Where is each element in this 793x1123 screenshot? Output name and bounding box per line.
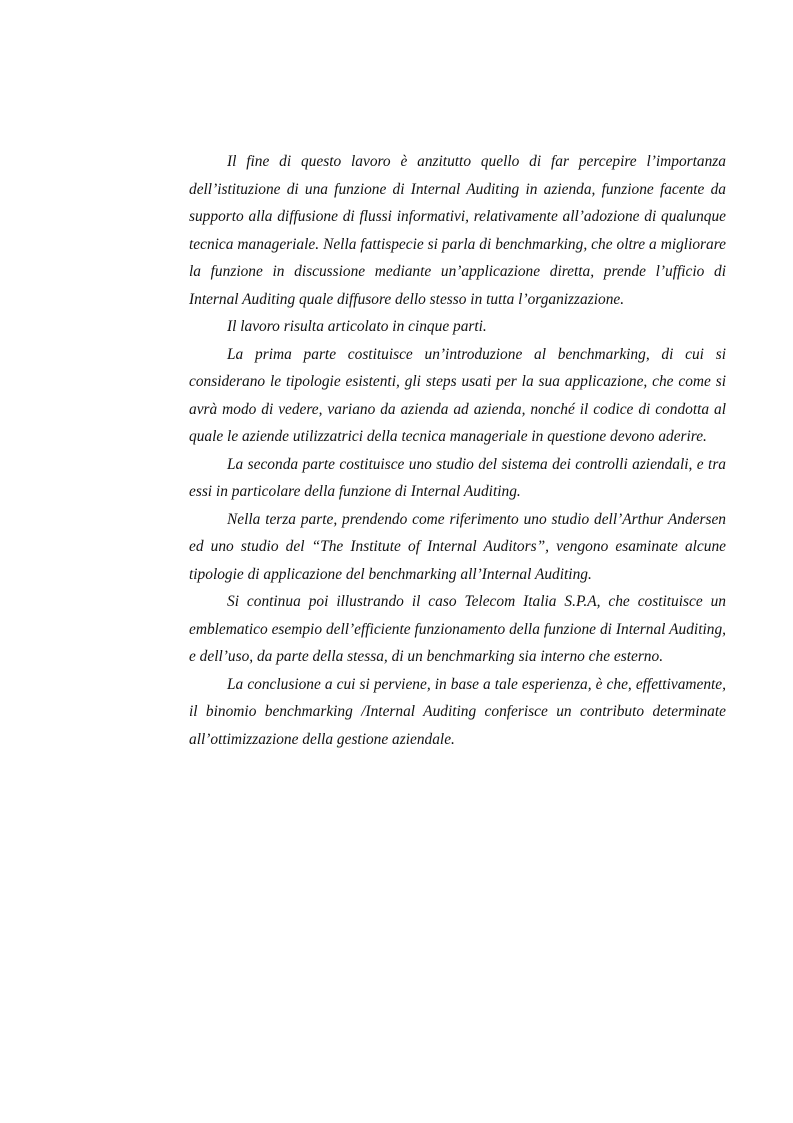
- paragraph-case-study: Si continua poi illustrando il caso Telecom Italia S.P.A, che costituisce un emblematico esempio dell’efficiente funzionamento della funzione di Internal Auditing, e dell’uso, da parte della stessa, di un benchmarking sia interno che esterno.: [189, 593, 726, 665]
- paragraph-part-three: Nella terza parte, prendendo come riferimento uno studio dell’Arthur Andersen ed uno studio del “The Institute of Internal Auditors”, vengono esaminate alcune tipologie di applicazione del benchmarking all’Internal Auditing.: [189, 510, 726, 583]
- paragraph-part-two: La seconda parte costituisce uno studio del sistema dei controlli aziendali, e tra essi in particolare della funzione di Internal Auditing.: [189, 455, 726, 500]
- body-text: [189, 148, 726, 753]
- paragraph-purpose: Il fine di questo lavoro è anzitutto quello di far percepire l’importanza dell’istituzione di una funzione di Internal Auditing in azienda, funzione facente da supporto alla diffusione di flussi informativi, relativamente all’adozione di qualunque tecnica manageriale. Nella fattispecie si parla di benchmarking, che oltre a migliorare la funzione in discussione mediante un’applicazione diretta, prende l’ufficio di Internal Auditing quale diffusore dello stesso in tutta l’organizzazione.: [189, 153, 726, 308]
- paragraph-part-one: La prima parte costituisce un’introduzione al benchmarking, di cui si considerano le tipologie esistenti, gli steps usati per la sua applicazione, che come si avrà modo di vedere, variano da azienda ad azienda, nonché il codice di condotta al quale le aziende utilizzatrici della tecnica manageriale in questione devono aderire.: [189, 345, 726, 445]
- paragraph-structure: Il lavoro risulta articolato in cinque parti.: [227, 318, 487, 335]
- paragraph-conclusion: La conclusione a cui si perviene, in base a tale esperienza, è che, effettivamente, il binomio benchmarking /Internal Auditing conferisce un contributo determinate all’ottimizzazione della gestione aziendale.: [189, 675, 726, 748]
